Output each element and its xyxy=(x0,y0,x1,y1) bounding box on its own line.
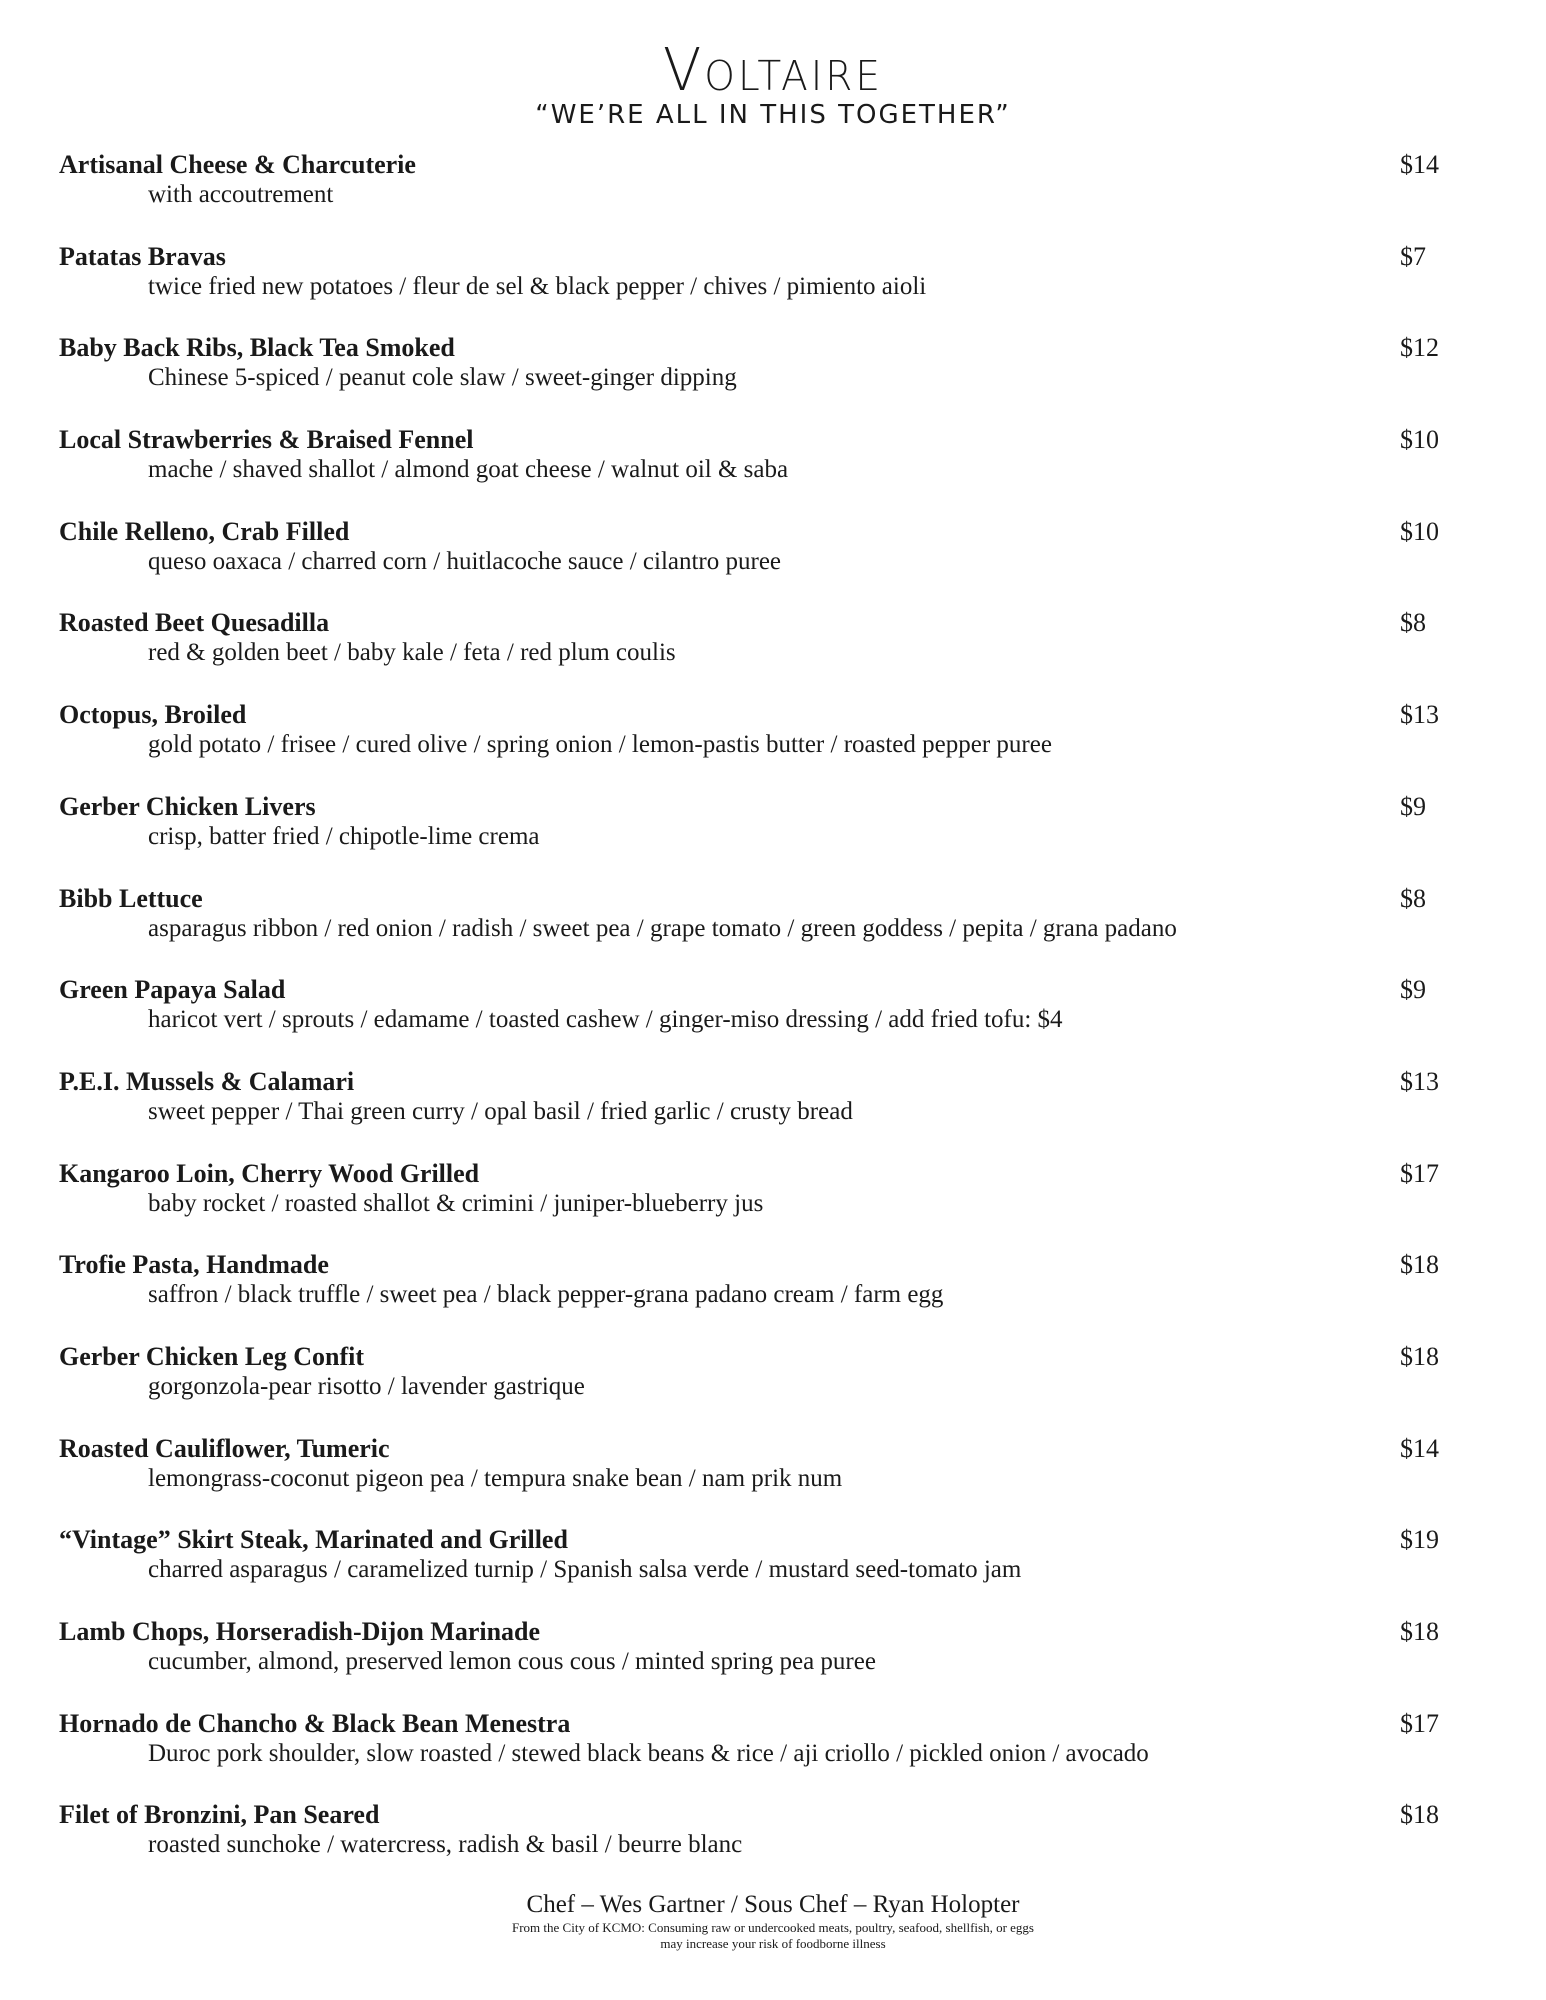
menu-item xyxy=(59,1432,1459,1524)
menu-item-price: $10 xyxy=(1400,425,1439,455)
menu-item-description: cucumber, almond, preserved lemon cous cous / minted spring pea puree xyxy=(148,1648,876,1675)
menu-item xyxy=(59,1523,1459,1615)
chef-credits: Chef – Wes Gartner / Sous Chef – Ryan Holopter xyxy=(526,1891,1020,1918)
menu-item-description: Duroc pork shoulder, slow roasted / stewed black beans & rice / aji criollo / pickled onion / avocado xyxy=(148,1739,1149,1767)
menu-item xyxy=(59,973,1459,1065)
menu-item-price: $18 xyxy=(1400,1341,1439,1371)
tagline: “WE’RE ALL IN THIS TOGETHER” xyxy=(535,100,1011,130)
menu-item-name: Green Papaya Salad xyxy=(59,975,286,1005)
menu-item-name: Hornado de Chancho & Black Bean Menestra xyxy=(59,1708,571,1738)
menu-item-name: P.E.I. Mussels & Calamari xyxy=(59,1066,355,1096)
menu-item xyxy=(59,423,1459,515)
menu-item-description: twice fried new potatoes / fleur de sel & black pepper / chives / pimiento aioli xyxy=(148,272,927,300)
health-notice-line-2: may increase your risk of foodborne illness xyxy=(660,1936,886,1951)
menu-item-name: Bibb Lettuce xyxy=(59,883,203,913)
menu-item-description: Chinese 5-spiced / peanut cole slaw / sweet-ginger dipping xyxy=(148,364,737,392)
menu-item xyxy=(59,882,1459,974)
menu-item xyxy=(59,1157,1459,1249)
menu-footer xyxy=(0,1890,1546,1952)
menu-item-price: $14 xyxy=(1400,150,1439,179)
restaurant-logo: Voltaire xyxy=(662,36,884,105)
health-notice-line-1: From the City of KCMO: Consuming raw or undercooked meats, poultry, seafood, shellfish, or eggs xyxy=(512,1920,1034,1935)
menu-item xyxy=(59,1615,1459,1707)
menu-item-name: Patatas Bravas xyxy=(59,241,226,271)
menu-item-price: $19 xyxy=(1400,1525,1439,1555)
menu-item-name: Lamb Chops, Horseradish-Dijon Marinade xyxy=(59,1617,541,1646)
menu-item-description: roasted sunchoke / watercress, radish & basil / beurre blanc xyxy=(148,1831,743,1859)
menu-item xyxy=(59,698,1459,790)
menu-item xyxy=(59,1707,1459,1799)
menu-item xyxy=(59,331,1459,423)
menu-item-price: $17 xyxy=(1400,1158,1439,1188)
menu-item xyxy=(59,240,1459,332)
menu-item-description: asparagus ribbon / red onion / radish / sweet pea / grape tomato / green goddess / pepita / grana padano xyxy=(148,914,1177,942)
menu-item-name: Baby Back Ribs, Black Tea Smoked xyxy=(59,333,455,363)
menu-item-price: $17 xyxy=(1400,1708,1439,1738)
menu-item-name: Octopus, Broiled xyxy=(59,700,247,730)
menu-item-name: Roasted Beet Quesadilla xyxy=(59,608,330,638)
menu-item xyxy=(59,1248,1459,1340)
menu-item-name: “Vintage” Skirt Steak, Marinated and Grilled xyxy=(59,1525,568,1555)
menu-item-price: $14 xyxy=(1400,1433,1439,1463)
menu-item xyxy=(59,1340,1459,1432)
menu-item-price: $18 xyxy=(1400,1250,1439,1280)
menu-item-price: $10 xyxy=(1400,516,1439,546)
menu-item-description: with accoutrement xyxy=(148,181,334,208)
menu-item-name: Artisanal Cheese & Charcuterie xyxy=(59,150,416,179)
menu-item-price: $7 xyxy=(1400,241,1426,271)
menu-item-description: baby rocket / roasted shallot & crimini / juniper-blueberry jus xyxy=(148,1189,764,1217)
menu-item xyxy=(59,148,1459,240)
menu-item-description: gorgonzola-pear risotto / lavender gastrique xyxy=(148,1372,585,1400)
menu-item-name: Filet of Bronzini, Pan Seared xyxy=(59,1800,380,1830)
menu-item xyxy=(59,1065,1459,1157)
menu-header xyxy=(0,36,1546,130)
menu-item xyxy=(59,1798,1459,1890)
menu-item-name: Kangaroo Loin, Cherry Wood Grilled xyxy=(59,1158,480,1188)
menu-item-description: lemongrass-coconut pigeon pea / tempura snake bean / nam prik num xyxy=(148,1464,843,1492)
menu-item xyxy=(59,790,1459,882)
menu-item xyxy=(59,515,1459,607)
menu-list xyxy=(59,148,1459,1890)
menu-item-description: queso oaxaca / charred corn / huitlacoche sauce / cilantro puree xyxy=(148,547,782,575)
menu-item-description: saffron / black truffle / sweet pea / black pepper-grana padano cream / farm egg xyxy=(148,1281,944,1309)
menu-item-description: gold potato / frisee / cured olive / spring onion / lemon-pastis butter / roasted pepper puree xyxy=(148,731,1052,759)
menu-item-price: $9 xyxy=(1400,791,1426,821)
menu-item-name: Gerber Chicken Livers xyxy=(59,791,316,821)
menu-item xyxy=(59,606,1459,698)
menu-item-description: mache / shaved shallot / almond goat cheese / walnut oil & saba xyxy=(148,456,789,484)
menu-item-price: $12 xyxy=(1400,333,1439,363)
menu-item-description: charred asparagus / caramelized turnip / Spanish salsa verde / mustard seed-tomato jam xyxy=(148,1556,1022,1584)
menu-item-price: $8 xyxy=(1400,883,1426,913)
menu-item-description: crisp, batter fried / chipotle-lime crema xyxy=(148,822,540,850)
menu-item-description: haricot vert / sprouts / edamame / toasted cashew / ginger-miso dressing / add fried tofu: $4 xyxy=(148,1006,1063,1034)
menu-item-price: $13 xyxy=(1400,700,1439,730)
menu-item-name: Gerber Chicken Leg Confit xyxy=(59,1341,364,1371)
menu-item-name: Roasted Cauliflower, Tumeric xyxy=(59,1433,390,1463)
menu-item-price: $9 xyxy=(1400,975,1426,1005)
menu-item-price: $18 xyxy=(1400,1800,1439,1830)
menu-item-name: Chile Relleno, Crab Filled xyxy=(59,516,350,546)
menu-item-price: $8 xyxy=(1400,608,1426,638)
menu-item-price: $13 xyxy=(1400,1066,1439,1096)
menu-item-name: Trofie Pasta, Handmade xyxy=(59,1250,329,1280)
menu-item-description: red & golden beet / baby kale / feta / red plum coulis xyxy=(148,639,676,667)
menu-item-price: $18 xyxy=(1400,1617,1439,1646)
menu-item-description: sweet pepper / Thai green curry / opal basil / fried garlic / crusty bread xyxy=(148,1097,853,1125)
menu-item-name: Local Strawberries & Braised Fennel xyxy=(59,425,474,455)
